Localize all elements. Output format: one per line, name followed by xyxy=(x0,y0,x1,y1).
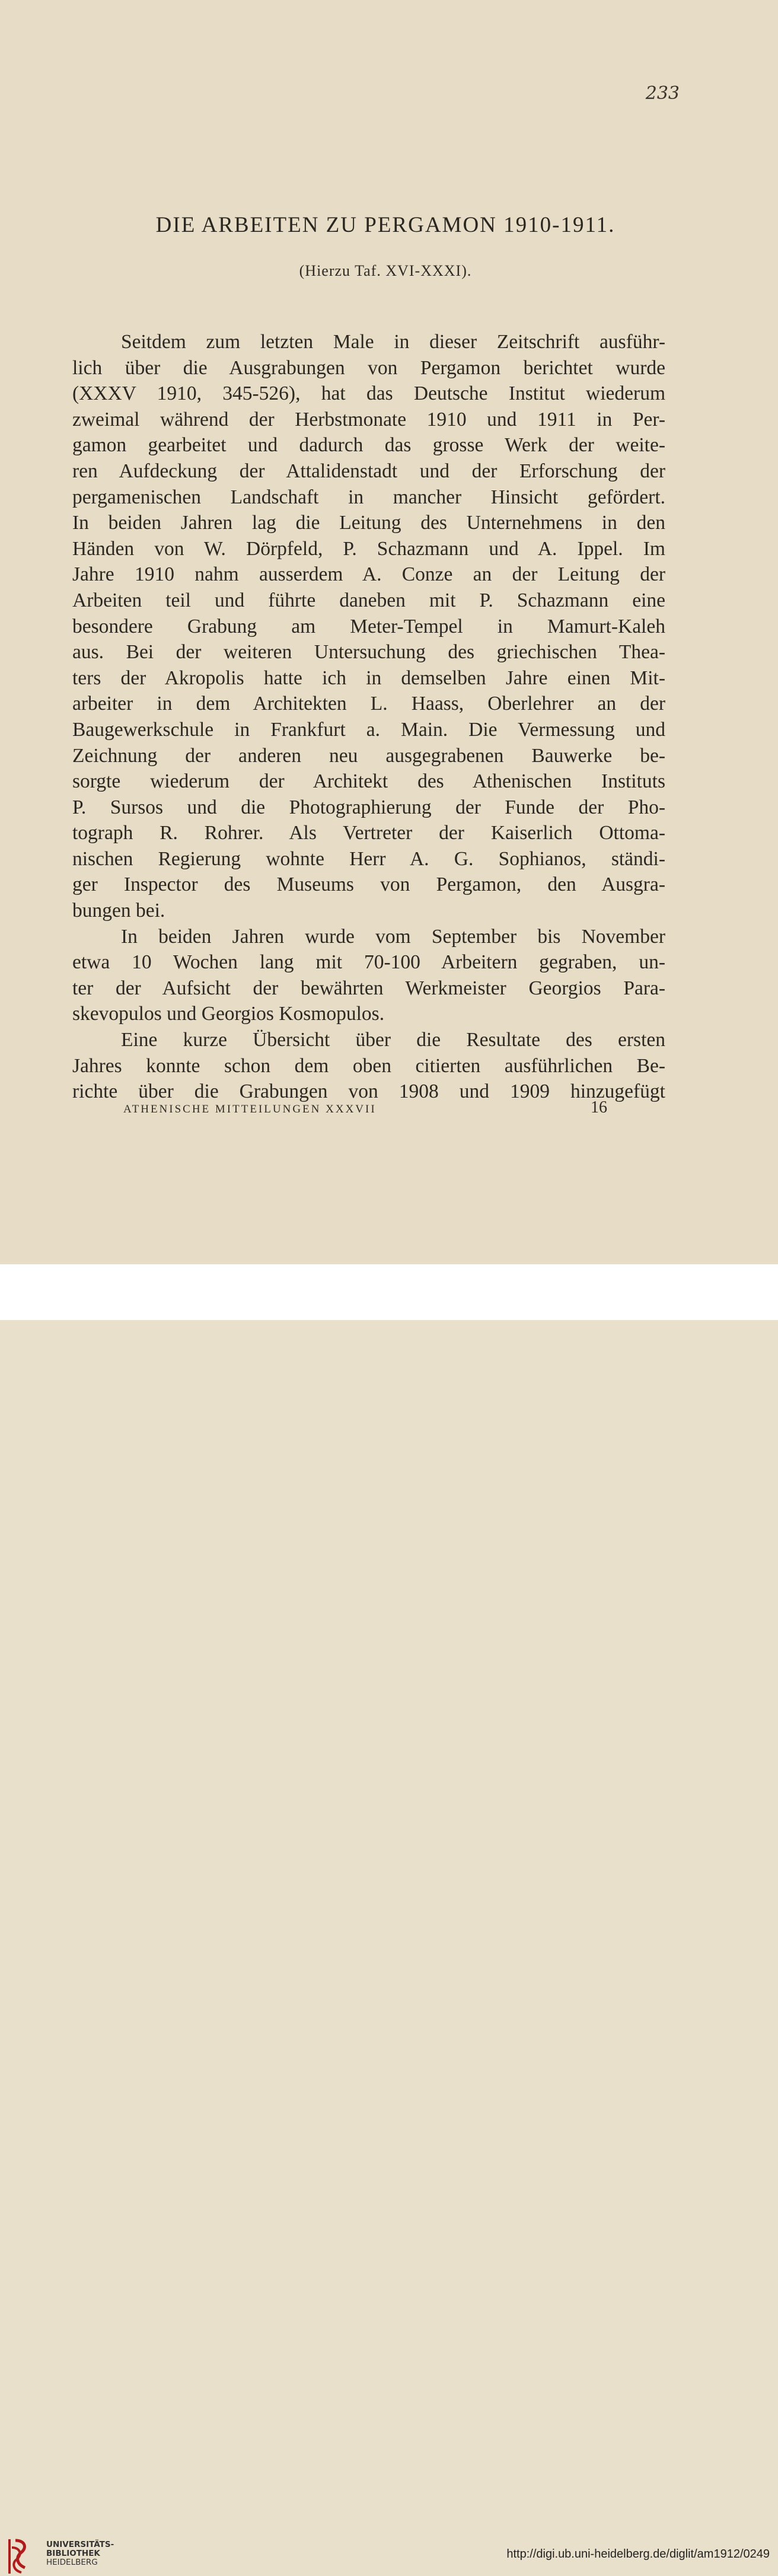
text-line: Eine kurze Übersicht über die Resultate des ersten xyxy=(121,1029,665,1051)
scanned-page xyxy=(0,0,778,1264)
text-line: pergamenischen Landschaft in mancher Hinsicht gefördert. xyxy=(72,486,665,508)
viewer-footer-bar xyxy=(0,1264,778,2567)
text-line: P. Sursos und die Photographierung der Funde der Pho- xyxy=(72,796,665,818)
text-line: lich über die Ausgrabungen von Pergamon berichtet wurde xyxy=(72,356,665,379)
text-line: Baugewerkschule in Frankfurt a. Main. Die Vermessung und xyxy=(72,718,665,741)
text-line: Jahre 1910 nahm ausserdem A. Conze an der Leitung der xyxy=(72,563,665,586)
text-line: sorgte wiederum der Architekt des Athenischen Instituts xyxy=(72,770,665,793)
text-line: zweimal während der Herbstmonate 1910 und 1911 in Per- xyxy=(72,408,665,431)
signature-mark: 16 xyxy=(591,1098,607,1117)
page-number: 233 xyxy=(645,83,680,104)
article-subtitle: (Hierzu Taf. XVI-XXXI). xyxy=(299,262,472,279)
text-line: richte über die Grabungen von 1908 und 1909 hinzugefügt xyxy=(72,1080,665,1103)
text-line: Arbeiten teil und führte daneben mit P. Schazmann eine xyxy=(72,589,665,611)
text-line: ren Aufdeckung der Attalidenstadt und der Erforschung der xyxy=(72,460,665,482)
text-line: ger Inspector des Museums von Pergamon, den Ausgra- xyxy=(72,873,665,896)
library-name-line1: UNIVERSITÄTS- xyxy=(46,2540,114,2549)
text-line: Jahres konnte schon dem oben citierten ausführlichen Be- xyxy=(72,1054,665,1077)
text-line: In beiden Jahren wurde vom September bis November xyxy=(121,925,665,948)
text-line: ter der Aufsicht der bewährten Werkmeister Georgios Para- xyxy=(72,977,665,999)
library-name-line3: HEIDELBERG xyxy=(46,2558,98,2567)
library-name-line2: BIBLIOTHEK xyxy=(46,2549,100,2558)
text-line: gamon gearbeitet und dadurch das grosse Werk der weite- xyxy=(72,434,665,457)
library-logo-icon xyxy=(7,2537,37,2576)
text-line: ters der Akropolis hatte ich in demselben Jahre einen Mit- xyxy=(72,667,665,689)
text-line: tograph R. Rohrer. Als Vertreter der Kaiserlich Ottoma- xyxy=(72,822,665,844)
library-name xyxy=(46,2540,114,2567)
text-line: (XXXV 1910, 345-526), hat das Deutsche Institut wiederum xyxy=(72,382,665,405)
text-line: nischen Regierung wohnte Herr A. G. Sophianos, ständi- xyxy=(72,847,665,870)
text-line: bungen bei. xyxy=(72,900,165,922)
article-title: DIE ARBEITEN ZU PERGAMON 1910-1911. xyxy=(155,213,616,237)
text-line: arbeiter in dem Architekten L. Haass, Oberlehrer an der xyxy=(72,693,665,715)
text-line: Seitdem zum letzten Male in dieser Zeitschrift ausführ- xyxy=(121,331,665,353)
journal-footer: ATHENISCHE MITTEILUNGEN XXXVII xyxy=(123,1103,377,1115)
text-line: aus. Bei der weiteren Untersuchung des griechischen Thea- xyxy=(72,641,665,664)
text-line: In beiden Jahren lag die Leitung des Unternehmens in den xyxy=(72,512,665,534)
text-line: skevopulos und Georgios Kosmopulos. xyxy=(72,1003,385,1025)
text-line: Händen von W. Dörpfeld, P. Schazmann und A. Ippel. Im xyxy=(72,537,665,560)
document-url[interactable]: http://digi.ub.uni-heidelberg.de/diglit/am1912/0249 xyxy=(506,2548,770,2561)
body-text xyxy=(72,329,665,1105)
text-line: etwa 10 Wochen lang mit 70-100 Arbeitern gegraben, un- xyxy=(72,951,665,974)
text-line: besondere Grabung am Meter-Tempel in Mamurt-Kaleh xyxy=(72,615,665,637)
text-line: Zeichnung der anderen neu ausgegrabenen Bauwerke be- xyxy=(72,744,665,767)
